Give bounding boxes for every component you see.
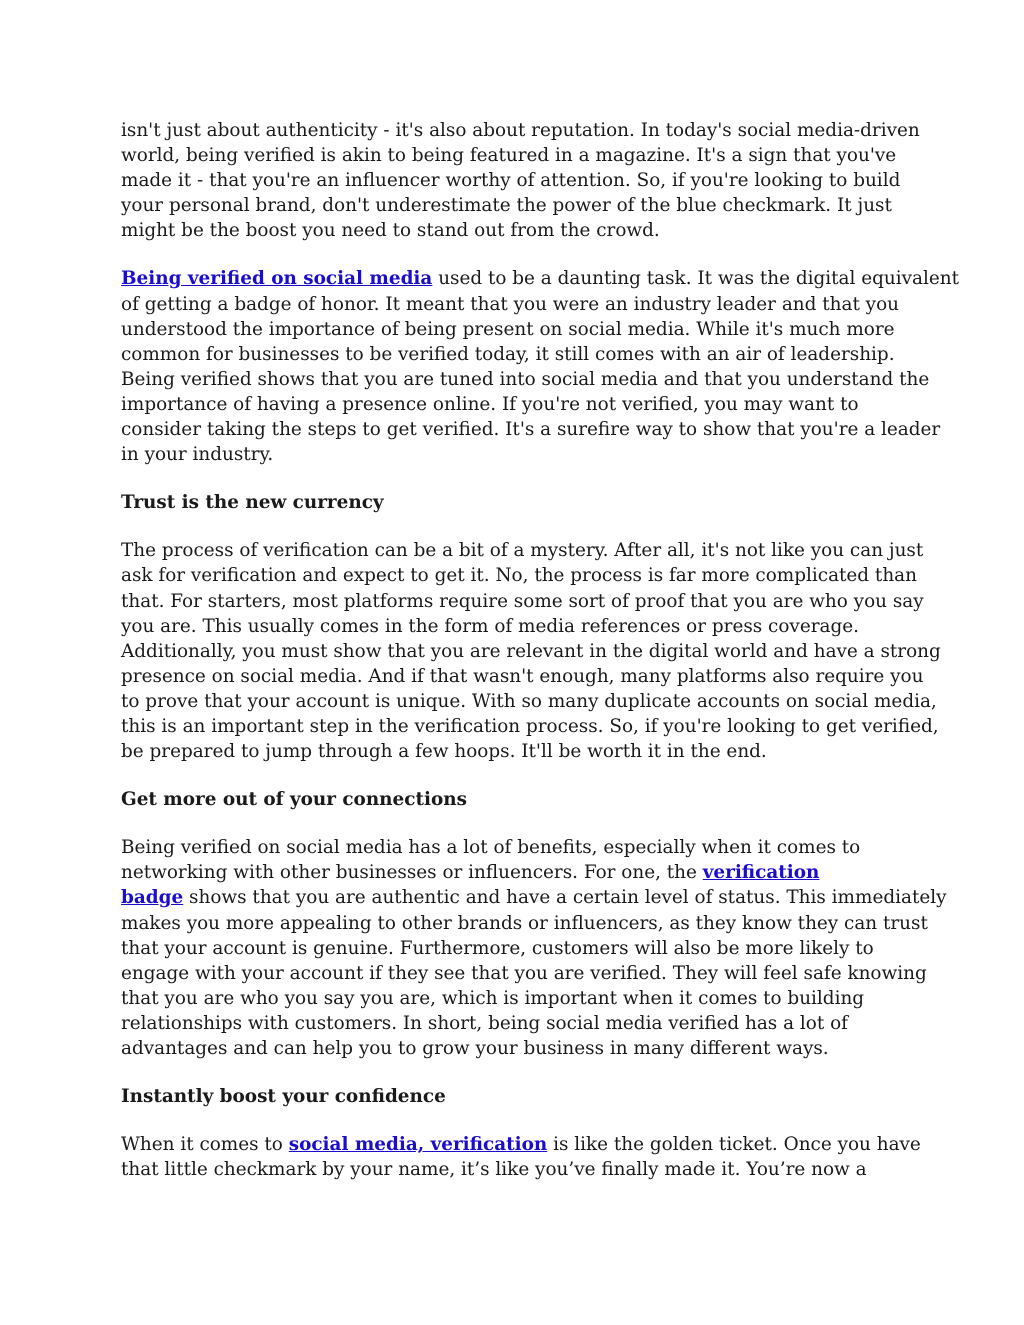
text-line: might be the boost you need to stand out from the crowd. — [121, 220, 660, 242]
text-line: your personal brand, don't underestimate the power of the blue checkmark. It just — [121, 195, 892, 217]
text-line: in your industry. — [121, 444, 274, 466]
text-segment: shows that you are authentic and have a certain level of status. This immediately — [183, 887, 947, 909]
text-line: understood the importance of being present on social media. While it's much more — [121, 318, 895, 340]
text-line: you are. This usually comes in the form of media references or press coverage. — [121, 615, 859, 637]
text-line: that. For starters, most platforms require some sort of proof that you are who you say — [121, 590, 924, 612]
text-line: The process of verification can be a bit of a mystery. After all, it's not like you can just — [121, 540, 924, 562]
text-segment: When it comes to — [121, 1134, 289, 1156]
text-line — [121, 266, 959, 291]
text-line: to prove that your account is unique. With so many duplicate accounts on social media, — [121, 690, 937, 712]
link-verification-badge-part2[interactable]: badge — [121, 887, 184, 909]
text-line: made it - that you're an influencer worthy of attention. So, if you're looking to build — [121, 170, 901, 192]
paragraph-reputation — [121, 118, 920, 243]
text-line: engage with your account if they see that you are verified. They will feel safe knowing — [121, 962, 927, 984]
text-line: isn't just about authenticity - it's also about reputation. In today's social media-driven — [121, 120, 920, 141]
text-line: Being verified shows that you are tuned into social media and that you understand the — [121, 368, 930, 390]
heading-trust-is-the-new-currency: Trust is the new currency — [121, 492, 384, 514]
text-line: that little checkmark by your name, it’s like you’ve finally made it. You’re now a — [121, 1159, 867, 1181]
text-line: presence on social media. And if that wasn't enough, many platforms also require you — [121, 665, 924, 687]
text-line: importance of having a presence online. If you're not verified, you may want to — [121, 393, 859, 415]
text-line: advantages and can help you to grow your business in many different ways. — [121, 1038, 829, 1059]
paragraph-being-verified — [121, 266, 959, 467]
text-line: of getting a badge of honor. It meant that you were an industry leader and that you — [121, 293, 899, 315]
text-segment: used to be a daunting task. It was the digital equivalent — [432, 268, 959, 290]
text-line: relationships with customers. In short, being social media verified has a lot of — [121, 1012, 848, 1034]
text-line: this is an important step in the verification process. So, if you're looking to get verified, — [121, 715, 939, 737]
text-line — [121, 860, 911, 885]
heading-get-more-out-of-your-connections: Get more out of your connections — [121, 789, 467, 811]
text-line: consider taking the steps to get verified. It's a surefire way to show that you're a leader — [121, 419, 941, 441]
heading-instantly-boost-your-confidence: Instantly boost your confidence — [121, 1086, 446, 1108]
text-line: ask for verification and expect to get it. No, the process is far more complicated than — [121, 565, 917, 587]
link-social-media-verification[interactable]: social media, verification — [288, 1134, 548, 1156]
text-line — [121, 885, 947, 910]
document-page — [121, 118, 959, 1205]
text-segment: is like the golden ticket. Once you have — [547, 1134, 921, 1156]
text-line: world, being verified is akin to being featured in a magazine. It's a sign that you've — [121, 145, 897, 167]
paragraph-connections — [121, 835, 947, 1061]
paragraph-golden-ticket — [121, 1132, 921, 1182]
text-line — [121, 1132, 921, 1157]
text-line: makes you more appealing to other brands or influencers, as they know they can trust — [121, 912, 928, 934]
link-being-verified-on-social-media[interactable]: Being verified on social media — [121, 268, 433, 290]
text-line: Being verified on social media has a lot of benefits, especially when it comes to — [121, 837, 861, 859]
text-line: be prepared to jump through a few hoops. It'll be worth it in the end. — [121, 741, 767, 763]
paragraph-verification-process — [121, 538, 941, 764]
link-verification-badge-part1[interactable]: verification — [702, 862, 820, 884]
text-segment: networking with other businesses or influencers. For one, the — [121, 862, 703, 884]
text-line: that your account is genuine. Furthermore, customers will also be more likely to — [121, 937, 874, 959]
text-line: Additionally, you must show that you are relevant in the digital world and have a strong — [121, 640, 941, 662]
text-line: that you are who you say you are, which is important when it comes to building — [121, 987, 865, 1009]
text-line: common for businesses to be verified today, it still comes with an air of leadership. — [121, 343, 895, 365]
